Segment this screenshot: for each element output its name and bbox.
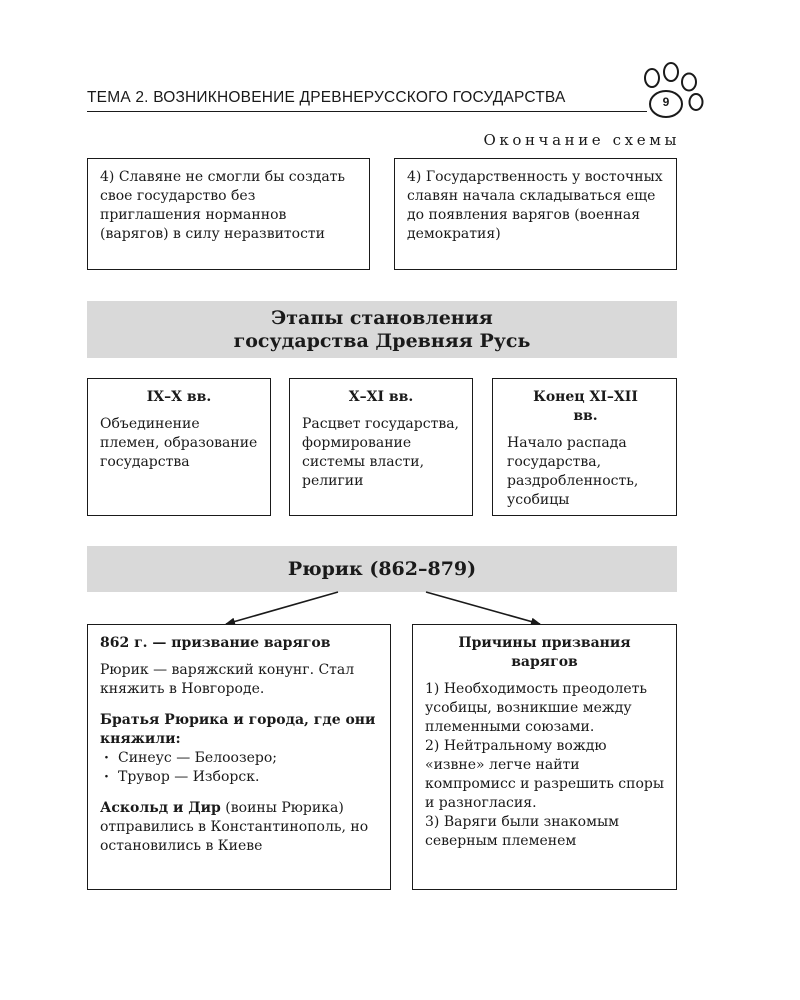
askold-dir-names: Аскольд и Дир (100, 800, 221, 816)
list-item: · Трувор — Изборск. (100, 768, 378, 787)
calling-heading: 862 г. — призвание варягов (100, 635, 331, 651)
list-item: 1) Необходимость преодолеть усобицы, возникшие между племенными союзами. (425, 681, 648, 735)
continuation-label: Окончание схемы (483, 131, 680, 149)
stage-text: Расцвет государства, формирование системы власти, религии (302, 416, 460, 489)
stage-text: Объединение племен, образование государства (100, 416, 258, 470)
chapter-title: ТЕМА 2. ВОЗНИКНОВЕНИЕ ДРЕВНЕРУССКОГО ГОСУДАРСТВА (87, 89, 566, 106)
stages-title-line1: Этапы становления (271, 307, 493, 329)
askold-dir-text (100, 799, 378, 856)
askold-dir-rest: (воины Рюрика) отправились в Константинополь, но остановились в Киеве (100, 800, 369, 854)
stage-text: Начало распада государства, раздробленность, усобицы (507, 435, 639, 508)
stage-period: X–XI вв. (348, 389, 414, 405)
brothers-list (100, 749, 378, 787)
stage-period: IX–X вв. (146, 389, 212, 405)
brothers-heading: Братья Рюрика и города, где они княжили: (100, 712, 376, 747)
stages-title-line2: государства Древняя Русь (233, 330, 531, 352)
stage-period: Конец XI–XII вв. (533, 389, 638, 424)
list-item: 2) Нейтральному вождю «извне» легче найти компромисс и разрешить споры и разногласия. (425, 738, 664, 811)
arrow-left (226, 592, 338, 624)
rurik-intro: Рюрик — варяжский конунг. Стал княжить в Новгороде. (100, 662, 355, 697)
rurik-title-text: Рюрик (862–879) (287, 558, 477, 580)
list-item: · Синеус — Белоозеро; (100, 749, 378, 768)
list-item: 3) Варяги были знакомым северным племенем (425, 814, 620, 849)
page-number: 9 (662, 95, 670, 109)
reasons-heading: Причины призвания варягов (458, 635, 631, 670)
anti-normanist-theory-text: 4) Государственность у восточных славян начала складываться еще до появления варягов (военная демократия) (407, 169, 663, 242)
normanist-theory-text: 4) Славяне не смогли бы создать свое государство без приглашения норманнов (варягов) в силу неразвитости (100, 169, 346, 242)
calling-of-varangians-box (87, 624, 391, 890)
arrow-right (426, 592, 540, 624)
calling-reasons-box (412, 624, 677, 890)
